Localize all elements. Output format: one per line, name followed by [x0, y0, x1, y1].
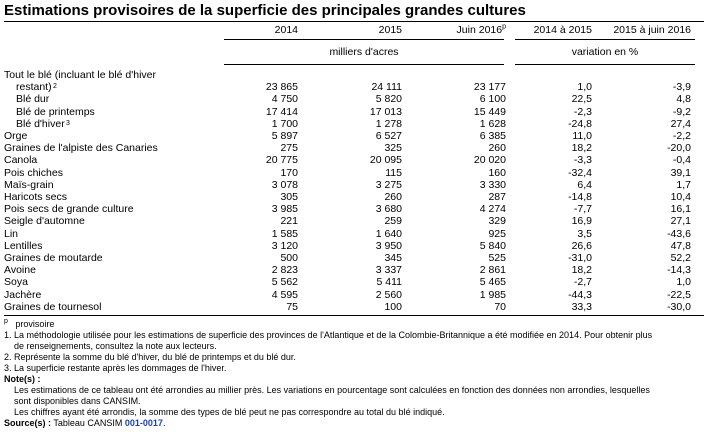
cell-2: 115	[385, 166, 402, 179]
col-header-2014-a-2015: 2014 à 2015	[533, 24, 592, 36]
cell-4: -2,3	[573, 105, 592, 118]
cell-4: 16,9	[571, 215, 592, 228]
cell-1: 5 562	[271, 276, 298, 289]
cell-4: 18,2	[571, 264, 592, 277]
cell-3: 1 628	[479, 117, 506, 130]
cell-5: 47,8	[670, 239, 691, 252]
row-label: Lentilles	[4, 239, 43, 252]
cell-3: 70	[494, 300, 506, 313]
cell-5: -14,3	[667, 264, 691, 277]
cell-3: 6 100	[479, 93, 506, 106]
table-bottom-rule	[4, 315, 704, 316]
notes-label: Note(s) :	[4, 374, 41, 384]
row-label: Blé dur	[16, 93, 50, 106]
cell-5: 4,8	[676, 93, 691, 106]
cell-2: 24 111	[371, 81, 402, 94]
row-label: Maïs-grain	[4, 178, 54, 191]
cell-2: 5 820	[375, 93, 402, 106]
table-row	[0, 130, 707, 142]
row-label-footnote: 2	[53, 83, 57, 91]
table-row	[0, 106, 707, 118]
cell-2: 6 527	[375, 130, 402, 142]
row-label: Tout le blé (incluant le blé d'hiver	[4, 69, 157, 81]
cell-5: 52,2	[670, 252, 691, 264]
cell-5: -2,2	[672, 130, 691, 142]
table-row	[0, 276, 707, 288]
cell-2: 3 275	[375, 178, 402, 191]
row-label: Haricots secs	[4, 191, 68, 203]
cell-1: 75	[286, 300, 298, 313]
cell-3: 23 177	[473, 81, 506, 94]
unit-right: variation en %	[571, 46, 639, 58]
cell-2: 2 560	[375, 288, 402, 301]
cell-5: -20,0	[667, 142, 691, 155]
row-label: Graines de moutarde	[4, 252, 103, 264]
table-row	[0, 81, 707, 93]
table-row	[0, 264, 707, 276]
cell-5: -0,4	[672, 154, 691, 167]
row-label-footnote: 3	[66, 119, 70, 127]
cell-1: 170	[280, 166, 298, 179]
cell-2: 1 278	[375, 117, 402, 130]
cell-3: 287	[488, 191, 506, 203]
col-header-2015-a-juin-2016: 2015 à juin 2016	[613, 24, 691, 36]
cell-1: 4 750	[271, 93, 298, 106]
row-label: Orge	[4, 130, 28, 142]
cell-3: 525	[488, 252, 506, 264]
unit-rule-a	[224, 64, 504, 65]
row-label: Seigle d'automne	[4, 215, 85, 228]
row-label: Graines de tournesol	[4, 300, 102, 313]
cell-4: 26,6	[571, 239, 592, 252]
cell-4: -31,0	[568, 252, 592, 264]
table-row	[0, 252, 707, 264]
cell-3: 5 465	[479, 276, 506, 289]
cell-1: 20 775	[265, 154, 298, 167]
cell-4: 3,5	[577, 227, 592, 240]
cell-5: -9,2	[672, 105, 691, 118]
row-label: restant)	[16, 81, 52, 94]
cell-4: -2,7	[573, 276, 592, 289]
cell-5: 39,1	[670, 166, 691, 179]
cell-4: -44,3	[568, 288, 592, 301]
table-row	[0, 289, 707, 301]
cell-2: 100	[384, 300, 402, 313]
cell-3: 3 330	[479, 178, 506, 191]
row-label: Graines de l'alpiste des Canaries	[4, 142, 158, 155]
cell-2: 1 640	[375, 227, 402, 240]
cell-3: 20 020	[473, 154, 506, 167]
cell-3: 260	[488, 142, 506, 155]
cell-5: 1,0	[676, 276, 691, 289]
row-label: Lin	[4, 227, 19, 240]
table-row	[0, 167, 707, 179]
row-label: Jachère	[4, 288, 42, 301]
cell-2: 3 950	[375, 239, 402, 252]
cell-4: 1,0	[577, 81, 592, 94]
cell-2: 3 680	[375, 203, 402, 216]
cell-2: 17 013	[369, 105, 402, 118]
cell-3: 4 274	[479, 203, 506, 216]
cell-3: 2 861	[479, 264, 506, 277]
cell-2: 259	[384, 215, 402, 228]
col-header-2015: 2015	[378, 24, 402, 36]
cell-1: 500	[280, 252, 298, 264]
cell-4: 11,0	[572, 130, 592, 142]
footnotes	[4, 319, 652, 429]
top-rule	[4, 21, 704, 22]
cell-1: 2 823	[271, 264, 298, 277]
table-row	[0, 301, 707, 313]
cell-3: 1 985	[479, 288, 506, 301]
row-label: Pois secs de grande culture	[4, 203, 134, 216]
table-row	[0, 154, 707, 166]
cell-3: 329	[488, 215, 506, 228]
row-label: Blé de printemps	[16, 105, 95, 118]
cell-1: 17 414	[265, 105, 298, 118]
cell-1: 23 865	[265, 81, 298, 94]
cell-5: -43,6	[667, 227, 691, 240]
page-title: Estimations provisoires de la superficie des principales grandes cultures	[4, 2, 526, 19]
table-row	[0, 179, 707, 191]
cell-3: 15 449	[473, 105, 506, 118]
unit-rule-b	[515, 64, 695, 65]
table-row	[0, 215, 707, 227]
cell-3: 5 840	[479, 239, 506, 252]
cell-2: 345	[384, 252, 402, 264]
col-header-juin-2016: Juin 2016$^p$	[456, 23, 506, 36]
note-a: Les estimations de ce tableau ont été arrondies au millier près. Les variations en pourcentage sont calculées en fonction des données non arrondies, lesquelles	[14, 385, 650, 395]
table-row	[0, 93, 707, 105]
header-rule-a	[224, 39, 504, 40]
cell-4: -7,7	[573, 203, 592, 216]
cell-2: 5 411	[376, 276, 402, 289]
cell-5: -3,9	[672, 81, 691, 94]
cell-5: 1,7	[676, 178, 691, 191]
cansim-link[interactable]: 001-0017	[124, 418, 163, 428]
cell-4: -24,8	[568, 117, 592, 130]
cell-1: 4 595	[271, 288, 298, 301]
cell-4: 18,2	[571, 142, 592, 155]
cell-2: 260	[384, 191, 402, 203]
cell-2: 325	[384, 142, 402, 155]
footnote-p: $^p$ provisoire	[4, 318, 55, 329]
note-b: Les chiffres ayant été arrondis, la somme des types de blé peut ne pas correspondre au total du blé indiqué.	[14, 407, 445, 417]
cell-4: -3,3	[573, 154, 592, 167]
source-line: Source(s) : Tableau CANSIM 001-0017.	[4, 418, 166, 428]
row-label: Soya	[4, 276, 28, 289]
cell-3: 925	[488, 227, 506, 240]
cell-4: -14,8	[568, 191, 592, 203]
table-row	[0, 191, 707, 203]
cell-4: -32,4	[568, 166, 592, 179]
cell-1: 305	[280, 191, 298, 203]
row-label: Blé d'hiver	[16, 117, 65, 130]
table-row	[0, 118, 707, 130]
cell-5: -22,5	[667, 288, 691, 301]
cell-4: 22,5	[571, 93, 592, 106]
footnote-2: 2. Représente la somme du blé d'hiver, du blé de printemps et du blé dur.	[4, 352, 296, 362]
footnote-3: 3. La superficie restante après les dommages de l'hiver.	[4, 363, 227, 373]
table-row	[0, 240, 707, 252]
table-row	[0, 228, 707, 240]
cell-1: 1 585	[271, 227, 298, 240]
footnote-1-cont: de renseignements, consultez la note aux lecteurs.	[14, 341, 217, 351]
cell-2: 3 337	[375, 264, 402, 277]
footnote-1: 1. La méthodologie utilisée pour les estimations de superficie des provinces de l'Atlantique et de la Colombie-Britannique a été modifiée en 2014. Pour obtenir plus	[4, 330, 653, 340]
cell-1: 1 700	[271, 117, 298, 130]
table-row	[0, 142, 707, 154]
cell-1: 221	[280, 215, 298, 228]
cell-3: 160	[488, 166, 506, 179]
cell-4: 33,3	[571, 300, 592, 313]
col-header-2014: 2014	[274, 24, 298, 36]
row-label: Canola	[4, 154, 38, 167]
cell-5: -30,0	[667, 300, 691, 313]
row-label: Pois chiches	[4, 166, 63, 179]
cell-5: 10,4	[670, 191, 691, 203]
cell-1: 3 120	[271, 239, 298, 252]
header-rule-b	[515, 39, 695, 40]
table-row	[0, 69, 707, 81]
cell-5: 27,1	[670, 215, 691, 228]
cell-5: 27,4	[670, 117, 691, 130]
cell-4: 6,4	[577, 178, 592, 191]
note-a-cont: sont disponibles dans CANSIM.	[14, 396, 141, 406]
cell-1: 3 985	[271, 203, 298, 216]
cell-3: 6 385	[479, 130, 506, 142]
cell-1: 5 897	[271, 130, 298, 142]
row-label: Avoine	[4, 264, 36, 277]
cell-5: 16,1	[670, 203, 691, 216]
table-row	[0, 203, 707, 215]
cell-1: 275	[280, 142, 298, 155]
unit-left: milliers d'acres	[329, 46, 399, 58]
cell-2: 20 095	[369, 154, 402, 167]
cell-1: 3 078	[271, 178, 298, 191]
